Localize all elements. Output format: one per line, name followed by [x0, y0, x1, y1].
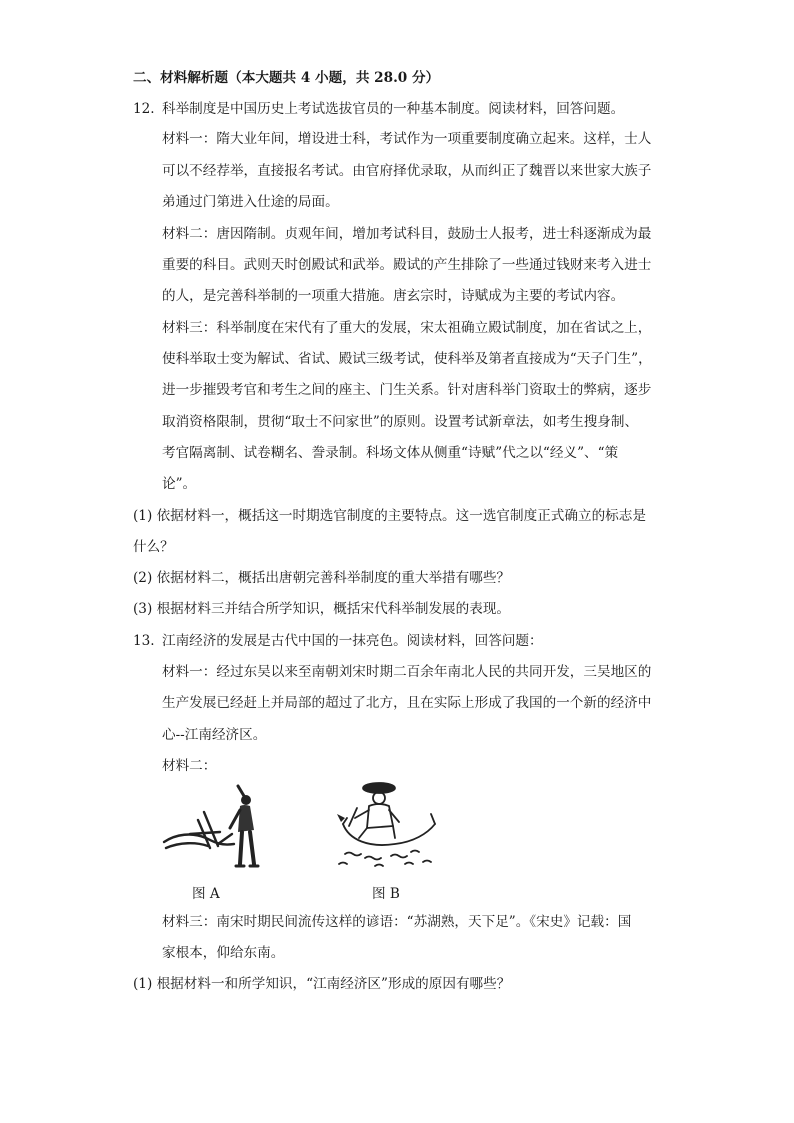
q12-material-2-line: 材料二：唐因隋制。贞观年间，增加考试科目，鼓励士人报考，进士科逐渐成为最 — [162, 226, 652, 242]
q12-material-3-line: 进一步摧毁考官和考生之间的座主、门生关系。针对唐科举门资取士的弊病，逐步 — [162, 382, 652, 398]
q12-material-3-line: 取消资格限制，贯彻“取士不问家世”的原则。设置考试新章法，如考生搜身制、 — [162, 414, 639, 430]
figure-a-caption: 图 A — [192, 886, 220, 902]
q12-material-3-line: 考官隔离制、试卷糊名、誊录制。科场文体从侧重“诗赋”代之以“经义”、“策 — [162, 445, 619, 461]
question-13-stem: 江南经济的发展是古代中国的一抹亮色。阅读材料，回答问题： — [162, 633, 543, 649]
q13-material-1-line: 生产发展已经赶上并局部的超过了北方，且在实际上形成了我国的一个新的经济中 — [162, 695, 652, 711]
figure-b-boat-illustration — [335, 778, 441, 872]
q13-material-1-line: 材料一：经过东吴以来至南朝刘宋时期二百余年南北人民的共同开发，三吴地区的 — [162, 664, 652, 680]
q12-material-3-line: 论”。 — [162, 476, 197, 492]
q12-subquestion: (3) 根据材料三并结合所学知识，概括宋代科举制发展的表现。 — [133, 601, 511, 617]
q12-material-1-line: 可以不经荐举，直接报名考试。由官府择优录取，从而纠正了魏晋以来世家大族子 — [162, 163, 652, 179]
q12-subquestion: (1) 依据材料一，概括这一时期选官制度的主要特点。这一选官制度正式确立的标志是 — [133, 508, 646, 524]
figure-a-plough-illustration — [160, 778, 268, 872]
q12-subquestion: (2) 依据材料二，概括出唐朝完善科举制度的重大举措有哪些？ — [133, 570, 511, 586]
q12-material-1-line: 材料一：隋大业年间，增设进士科，考试作为一项重要制度确立起来。这样，士人 — [162, 131, 652, 147]
q12-material-3-line: 使科举取士变为解试、省试、殿试三级考试，使科举及第者直接成为“天子门生”， — [162, 351, 652, 367]
question-12-stem: 科举制度是中国历史上考试选拔官员的一种基本制度。阅读材料，回答问题。 — [162, 101, 625, 117]
figure-b-caption: 图 B — [372, 886, 400, 902]
q12-material-2-line: 重要的科目。武则天时创殿试和武举。殿试的产生排除了一些通过钱财来考入进士 — [162, 257, 652, 273]
q13-material-3-line: 材料三：南宋时期民间流传这样的谚语：“苏湖熟，天下足”。《宋史》记载：国 — [162, 914, 632, 930]
section-title: 二、材料解析题（本大题共 4 小题，共 28.0 分） — [133, 70, 440, 86]
q13-subquestion: (1) 根据材料一和所学知识，“江南经济区”形成的原因有哪些？ — [133, 976, 511, 992]
q13-material-3-line: 家根本，仰给东南。 — [162, 945, 285, 961]
q13-material-1-line: 心--江南经济区。 — [162, 727, 267, 743]
q12-material-2-line: 的人，是完善科举制的一项重大措施。唐玄宗时，诗赋成为主要的考试内容。 — [162, 288, 625, 304]
question-13-number: 13. — [133, 633, 155, 649]
q13-material-2-label: 材料二： — [162, 758, 217, 774]
question-12-number: 12. — [133, 101, 155, 117]
q12-subquestion: 什么？ — [133, 539, 174, 555]
q12-material-1-line: 弟通过门第进入仕途的局面。 — [162, 194, 339, 210]
q12-material-3-line: 材料三：科举制度在宋代有了重大的发展，宋太祖确立殿试制度，加在省试之上， — [162, 320, 652, 336]
